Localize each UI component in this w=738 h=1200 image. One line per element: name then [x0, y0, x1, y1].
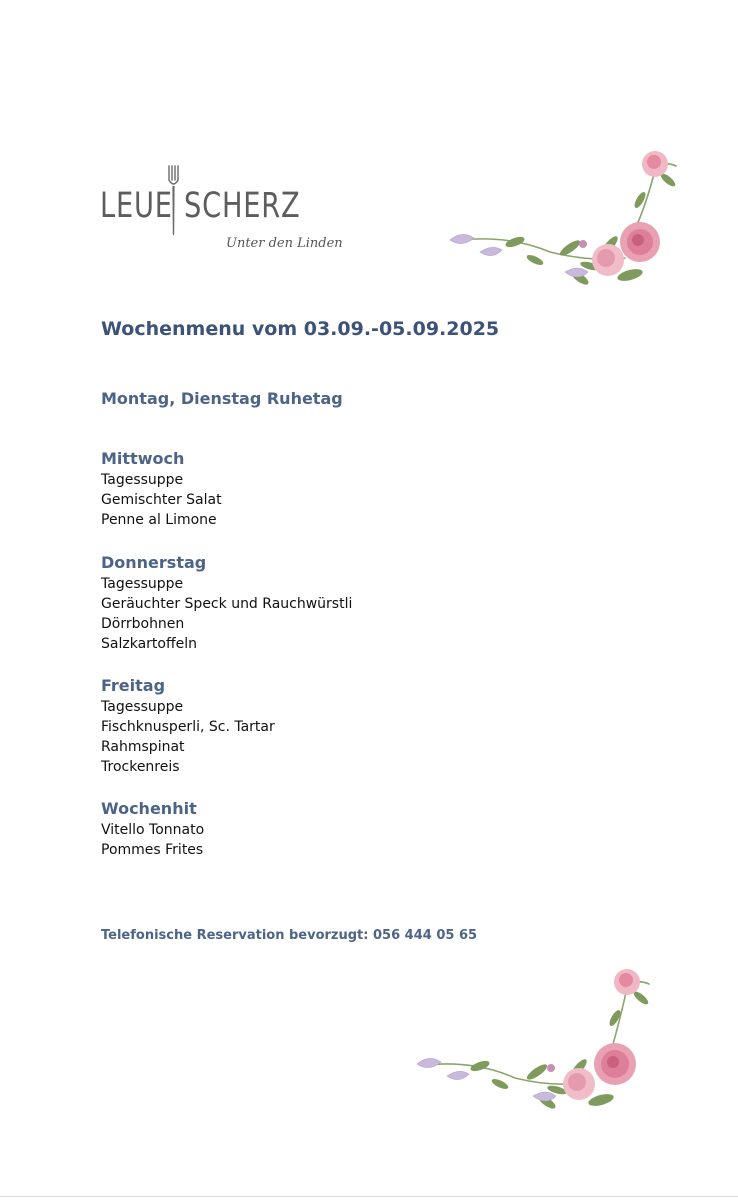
dish-item: Tagessuppe: [101, 699, 184, 715]
dish-item: Pommes Frites: [101, 842, 204, 858]
day-heading: Freitag: [101, 676, 166, 695]
reservation-note: Telefonische Reservation bevorzugt: 056 444 05 65: [101, 928, 478, 943]
dish-item: Trockenreis: [101, 759, 180, 775]
day-section-wochenhit: [101, 798, 204, 860]
day-section-mittwoch: [101, 448, 222, 530]
logo-name-left: LEUE: [100, 186, 173, 226]
page-title: Wochenmenu vom 03.09.-05.09.2025: [101, 318, 500, 340]
dish-item: Geräuchter Speck und Rauchwürstli: [101, 596, 353, 612]
dish-item: Penne al Limone: [101, 512, 217, 528]
logo-tagline: Unter den Linden: [226, 236, 343, 251]
page-divider: [0, 1196, 738, 1197]
day-heading: Wochenhit: [101, 799, 197, 818]
closed-days-notice: Montag, Dienstag Ruhetag: [101, 389, 343, 408]
dish-item: Dörrbohnen: [101, 616, 185, 632]
dish-item: Vitello Tonnato: [101, 822, 205, 838]
dish-item: Tagessuppe: [101, 576, 184, 592]
rose-branch-icon: [440, 140, 700, 305]
dish-item: Fischknusperli, Sc. Tartar: [101, 719, 275, 735]
day-heading: Mittwoch: [101, 449, 185, 468]
day-section-freitag: [101, 675, 275, 777]
dish-item: Tagessuppe: [101, 472, 184, 488]
dish-item: Salzkartoffeln: [101, 636, 197, 652]
dish-item: Rahmspinat: [101, 739, 185, 755]
day-section-donnerstag: [101, 552, 352, 654]
day-heading: Donnerstag: [101, 553, 207, 572]
logo-name-right: SCHERZ: [184, 186, 301, 226]
fork-icon: [166, 164, 180, 238]
dish-item: Gemischter Salat: [101, 492, 222, 508]
restaurant-logo: [100, 164, 343, 254]
rose-branch-icon: [405, 960, 670, 1125]
